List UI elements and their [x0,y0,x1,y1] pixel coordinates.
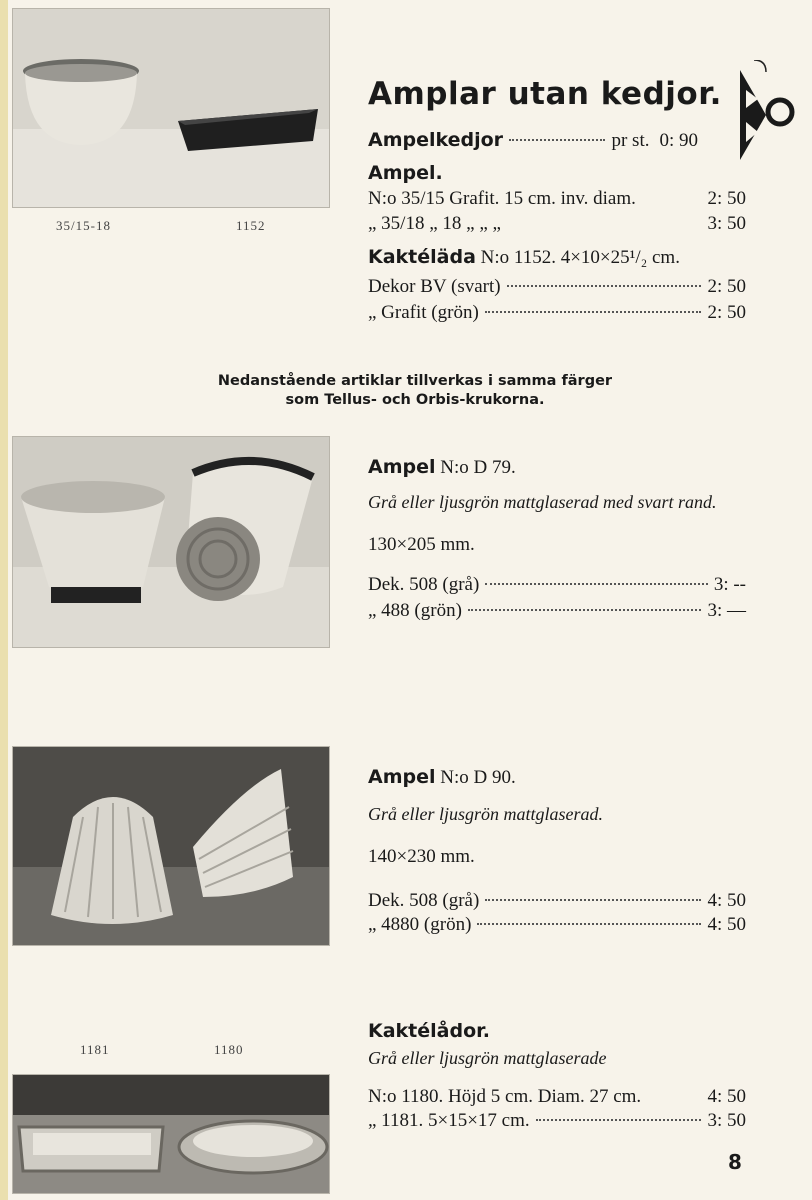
kaktelada-row-bv [368,276,746,298]
dot-leader [485,311,702,313]
photo-ampel-d90-image [13,747,329,945]
dot-leader [507,285,702,287]
photo-caption-1180: 1180 [214,1042,244,1057]
d79-size: 130×205 mm. [368,534,475,555]
photo-kaktelador-image [13,1075,329,1193]
d90-row-text: Dek. 508 (grå) [368,890,480,911]
d79-heading [368,456,516,479]
kaktelador-description: Grå eller ljusgrön mattglaserade [368,1048,607,1068]
d90-size: 140×230 mm. [368,846,475,867]
kaktelada-row-price: 2: 50 [707,276,746,297]
dot-leader [485,583,707,585]
photo-kaktelador [12,1074,330,1194]
d90-description: Grå eller ljusgrön mattglaserad. [368,804,604,824]
ampelkedjor-row [368,129,698,152]
d90-number: N:o D 90. [440,767,516,788]
kaktelador-row-1180 [368,1086,746,1108]
kaktelador-row-price: 4: 50 [707,1086,746,1107]
kaktelada-row-text: „ Grafit (grön) [368,302,479,323]
ampelkedjor-price: 0: 90 [659,130,698,151]
kaktelada-row-price: 2: 50 [707,302,746,323]
kaktelada-row-text: Dekor BV (svart) [368,276,501,297]
ampel-row-price: 2: 50 [707,188,746,209]
kaktelada-line [368,246,680,269]
photo-caption-35-15-18: 35/15-18 [56,218,111,233]
manufacturing-notice [150,372,680,410]
photo-ampel-d90 [12,746,330,946]
d90-title: Ampel [368,766,436,788]
photo-caption-1152: 1152 [236,218,266,233]
kaktelador-title: Kaktélådor. [368,1020,491,1042]
d79-row-price: 3: — [707,600,746,621]
photo-ampel-and-tray-image [13,9,329,207]
ampelkedjor-unit: pr st. [611,130,650,151]
notice-line-2: som Tellus- och Orbis-krukorna. [285,392,545,408]
bo-logo-icon [736,60,796,170]
page-title: Amplar utan kedjor. [368,76,722,112]
kaktelada-spec: N:o 1152. 4×10×25¹/₂ cm. [480,247,680,268]
photo-ampel-d79-image [13,437,329,647]
dot-leader [477,923,701,925]
d79-row-price: 3: -- [713,574,746,595]
d79-row-488 [368,600,746,622]
notice-line-1: Nedanstående artiklar tillverkas i samma färger [217,373,613,389]
photo-ampel-and-tray [12,8,330,208]
page-number: 8 [728,1150,742,1174]
kaktelador-row-text: N:o 1180. Höjd 5 cm. Diam. 27 cm. [368,1086,642,1107]
page-edge [0,0,8,1200]
d79-row-text: Dek. 508 (grå) [368,574,480,595]
d90-row-price: 4: 50 [707,890,746,911]
d79-description: Grå eller ljusgrön mattglaserad med svart rand. [368,492,717,512]
d90-row-price: 4: 50 [707,914,746,935]
kaktelada-label: Kaktéläda [368,246,476,268]
ampel-row-text: N:o 35/15 Grafit. 15 cm. inv. diam. [368,188,636,209]
d90-row-4880 [368,914,746,936]
d79-row-508 [368,574,746,596]
d79-number: N:o D 79. [440,457,516,478]
ampel-row-35-15 [368,188,746,210]
kaktelador-row-text: „ 1181. 5×15×17 cm. [368,1110,530,1131]
d79-title: Ampel [368,456,436,478]
d79-row-text: „ 488 (grön) [368,600,462,621]
ampel-heading: Ampel. [368,162,443,184]
d90-heading [368,766,516,789]
ampel-row-price: 3: 50 [707,213,746,234]
kaktelador-row-price: 3: 50 [707,1110,746,1131]
dot-leader [485,899,701,901]
photo-caption-1181: 1181 [80,1042,110,1057]
photo-ampel-d79 [12,436,330,648]
dot-leader [468,609,702,611]
ampel-row-text: „ 35/18 „ 18 „ „ „ [368,213,501,234]
dot-leader [509,139,605,141]
ampel-row-35-18 [368,213,746,235]
d90-row-text: „ 4880 (grön) [368,914,472,935]
d90-row-508 [368,890,746,912]
ampelkedjor-label: Ampelkedjor [368,129,504,151]
dot-leader [536,1119,702,1121]
kaktelada-row-grafit [368,302,746,324]
kaktelador-row-1181 [368,1110,746,1132]
